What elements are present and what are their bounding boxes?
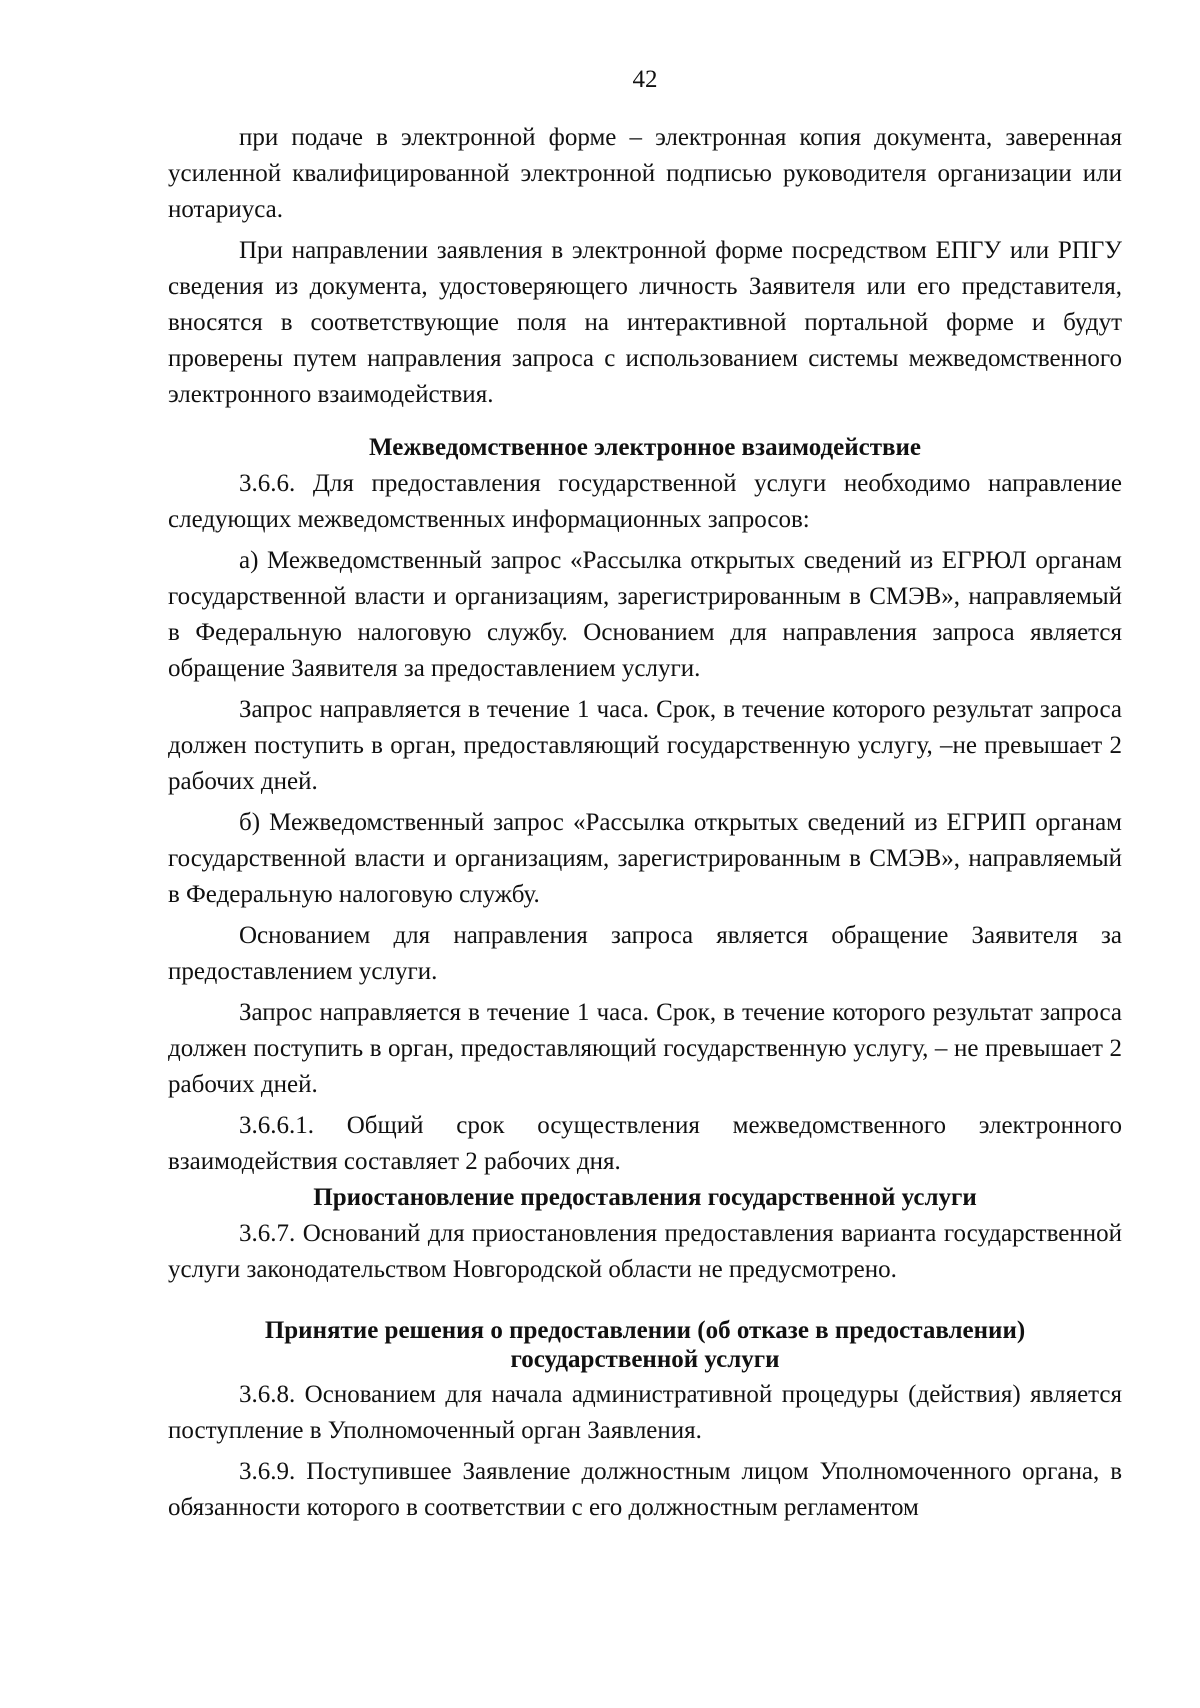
- section-heading-decision-line2: государственной услуги: [510, 1346, 780, 1373]
- paragraph-3-6-6: 3.6.6. Для предоставления государственной услуги необходимо направление следующих межведомственных информационных запросов:: [168, 470, 1122, 533]
- paragraph-3-6-6-1: 3.6.6.1. Общий срок осуществления межведомственного электронного взаимодействия составляет 2 рабочих дня.: [168, 1112, 1122, 1175]
- paragraph-request-b: б) Межведомственный запрос «Рассылка открытых сведений из ЕГРИП органам государственной власти и организациям, зарегистрированным в СМЭВ», направляемый в Федеральную налоговую службу.: [168, 809, 1122, 908]
- section-heading-decision: [168, 1316, 1122, 1374]
- paragraph-request-a-timing: Запрос направляется в течение 1 часа. Срок, в течение которого результат запроса должен поступить в орган, предоставляющий государственную услугу, –не превышает 2 рабочих дней.: [168, 696, 1122, 795]
- paragraph-request-a: а) Межведомственный запрос «Рассылка открытых сведений из ЕГРЮЛ органам государственной власти и организациям, зарегистрированным в СМЭВ», направляемый в Федеральную налоговую службу. Основанием для направления запроса является обращение Заявителя за предоставлением услуги.: [168, 547, 1122, 682]
- paragraph-3-6-8: 3.6.8. Основанием для начала административной процедуры (действия) является поступление в Уполномоченный орган Заявления.: [168, 1381, 1122, 1444]
- paragraph-3-6-7: 3.6.7. Оснований для приостановления предоставления варианта государственной услуги законодательством Новгородской области не предусмотрено.: [168, 1220, 1122, 1283]
- paragraph-request-b-timing: Запрос направляется в течение 1 часа. Срок, в течение которого результат запроса должен поступить в орган, предоставляющий государственную услугу, – не превышает 2 рабочих дней.: [168, 999, 1122, 1098]
- paragraph-3-6-9: 3.6.9. Поступившее Заявление должностным лицом Уполномоченного органа, в обязанности которого в соответствии с его должностным регламентом: [168, 1458, 1122, 1521]
- section-heading-decision-line1: Принятие решения о предоставлении (об отказе в предоставлении): [264, 1317, 1026, 1344]
- section-heading-suspension: Приостановление предоставления государственной услуги: [313, 1184, 977, 1211]
- section-heading-interagency: Межведомственное электронное взаимодействие: [368, 434, 922, 461]
- paragraph-request-b-basis: Основанием для направления запроса является обращение Заявителя за предоставлением услуги.: [168, 922, 1122, 985]
- paragraph-epgu-submission: При направлении заявления в электронной форме посредством ЕПГУ или РПГУ сведения из документа, удостоверяющего личность Заявителя или его представителя, вносятся в соответствующие поля на интерактивной портальной форме и будут проверены путем направления запроса с использованием системы межведомственного электронного взаимодействия.: [168, 237, 1122, 408]
- paragraph-electronic-copy: при подаче в электронной форме – электронная копия документа, заверенная усиленной квалифицированной электронной подписью руководителя организации или нотариуса.: [168, 124, 1122, 223]
- page-number: 42: [632, 66, 658, 93]
